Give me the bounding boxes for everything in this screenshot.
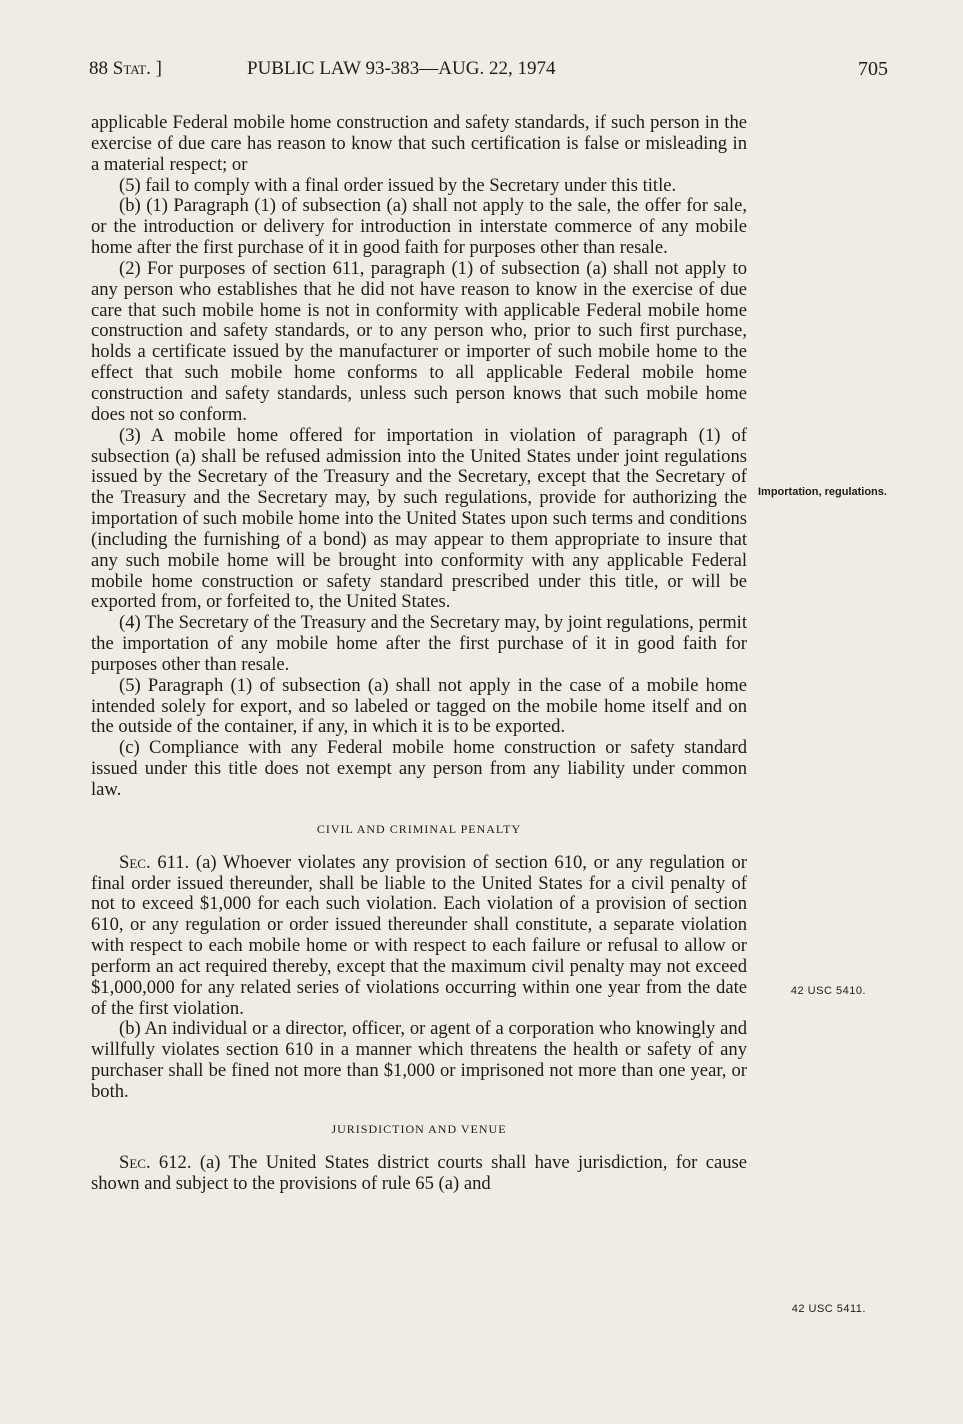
paragraph: applicable Federal mobile home construction and safety standards, if such person in the exercise of due care has reason to know that such certification is false or misleading in a material respect; or [91, 112, 747, 175]
header-statute-reference: 88 Stat. ] [89, 58, 162, 79]
paragraph: (3) A mobile home offered for importation in violation of paragraph (1) of subsection (a) shall be refused admission into the United States under joint regulations issued by the Secretary of the Treasury and the Secretary, except that the Secretary of the Treasury and the Secretary may, by such regulations, provide for authorizing the importation of such mobile home into the United States upon such terms and conditions (including the furnishing of a bond) as may appear to them appropriate to insure that any such mobile home will be brought into conformity with any applicable Federal mobile home construction or safety standard prescribed under this title, or will be exported from, or forfeited to, the United States. [91, 424, 747, 613]
paragraph [91, 853, 747, 1020]
paragraph-text: (a) The United States district courts shall have jurisdiction, for cause shown and subject to the provisions of rule 65 (a) and [91, 1151, 747, 1194]
section-heading: JURISDICTION AND VENUE [331, 1121, 507, 1136]
margin-note-importation: Importation, regulations. [758, 486, 887, 498]
body-text [91, 113, 747, 1194]
paragraph: (b) (1) Paragraph (1) of subsection (a) shall not apply to the sale, the offer for sale, or the introduction or delivery for introduction in interstate commerce of any mobile home after the first purchase of it in good faith for purposes other than resale. [91, 195, 747, 259]
paragraph: (5) fail to comply with a final order issued by the Secretary under this title. [119, 174, 677, 196]
paragraph: (5) Paragraph (1) of subsection (a) shall not apply in the case of a mobile home intended solely for export, and so labeled or tagged on the mobile home itself and on the outside of the container, if any, in which it is to be exported. [91, 674, 747, 738]
paragraph: (c) Compliance with any Federal mobile home construction or safety standard issued under this title does not exempt any person from any liability under common law. [91, 737, 747, 800]
paragraph [91, 1153, 747, 1195]
paragraph-text: (a) Whoever violates any provision of section 610, or any regulation or final order issued thereunder, shall be liable to the United States for a civil penalty of not to exceed $1,000 for each such violation. Each violation of a provision of section 610, or any regulation or order issued thereunder shall constitute, a separate violation with respect to each mobile home or with respect to each failure or refusal to allow or perform an act required thereby, except that the maximum civil penalty may not exceed $1,000,000 for any related series of violations occurring within one year from the date of the first violation. [91, 851, 747, 1019]
section-label: Sec. 612. [119, 1151, 192, 1173]
section-label: Sec. 611. [119, 851, 190, 873]
paragraph: (b) An individual or a director, officer, or agent of a corporation who knowingly and willfully violates section 610 in a manner which threatens the health or safety of any purchaser shall be fined not more than $1,000 or imprisoned not more than one year, or both. [91, 1018, 747, 1102]
section-heading: CIVIL AND CRIMINAL PENALTY [316, 821, 522, 836]
paragraph: (2) For purposes of section 611, paragraph (1) of subsection (a) shall not apply to any person who establishes that he did not have reason to know in the exercise of due care that such mobile home is not in conformity with applicable Federal mobile home construction and safety standards, or to any person who, prior to such first purchase, holds a certificate issued by the manufacturer or importer of such mobile home to the effect that such mobile home conforms to all applicable Federal mobile home construction and safety standards, unless such person knows that such mobile home does not so conform. [91, 257, 747, 425]
margin-note-usc-5410: 42 USC 5410. [790, 985, 866, 997]
header-title: PUBLIC LAW 93-383—AUG. 22, 1974 [247, 58, 556, 79]
margin-note-usc-5411: 42 USC 5411. [791, 1303, 866, 1315]
paragraph: (4) The Secretary of the Treasury and the Secretary may, by joint regulations, permit the importation of any mobile home after the first purchase of it in good faith for purposes other than resale. [91, 612, 747, 675]
page-number: 705 [858, 58, 888, 80]
